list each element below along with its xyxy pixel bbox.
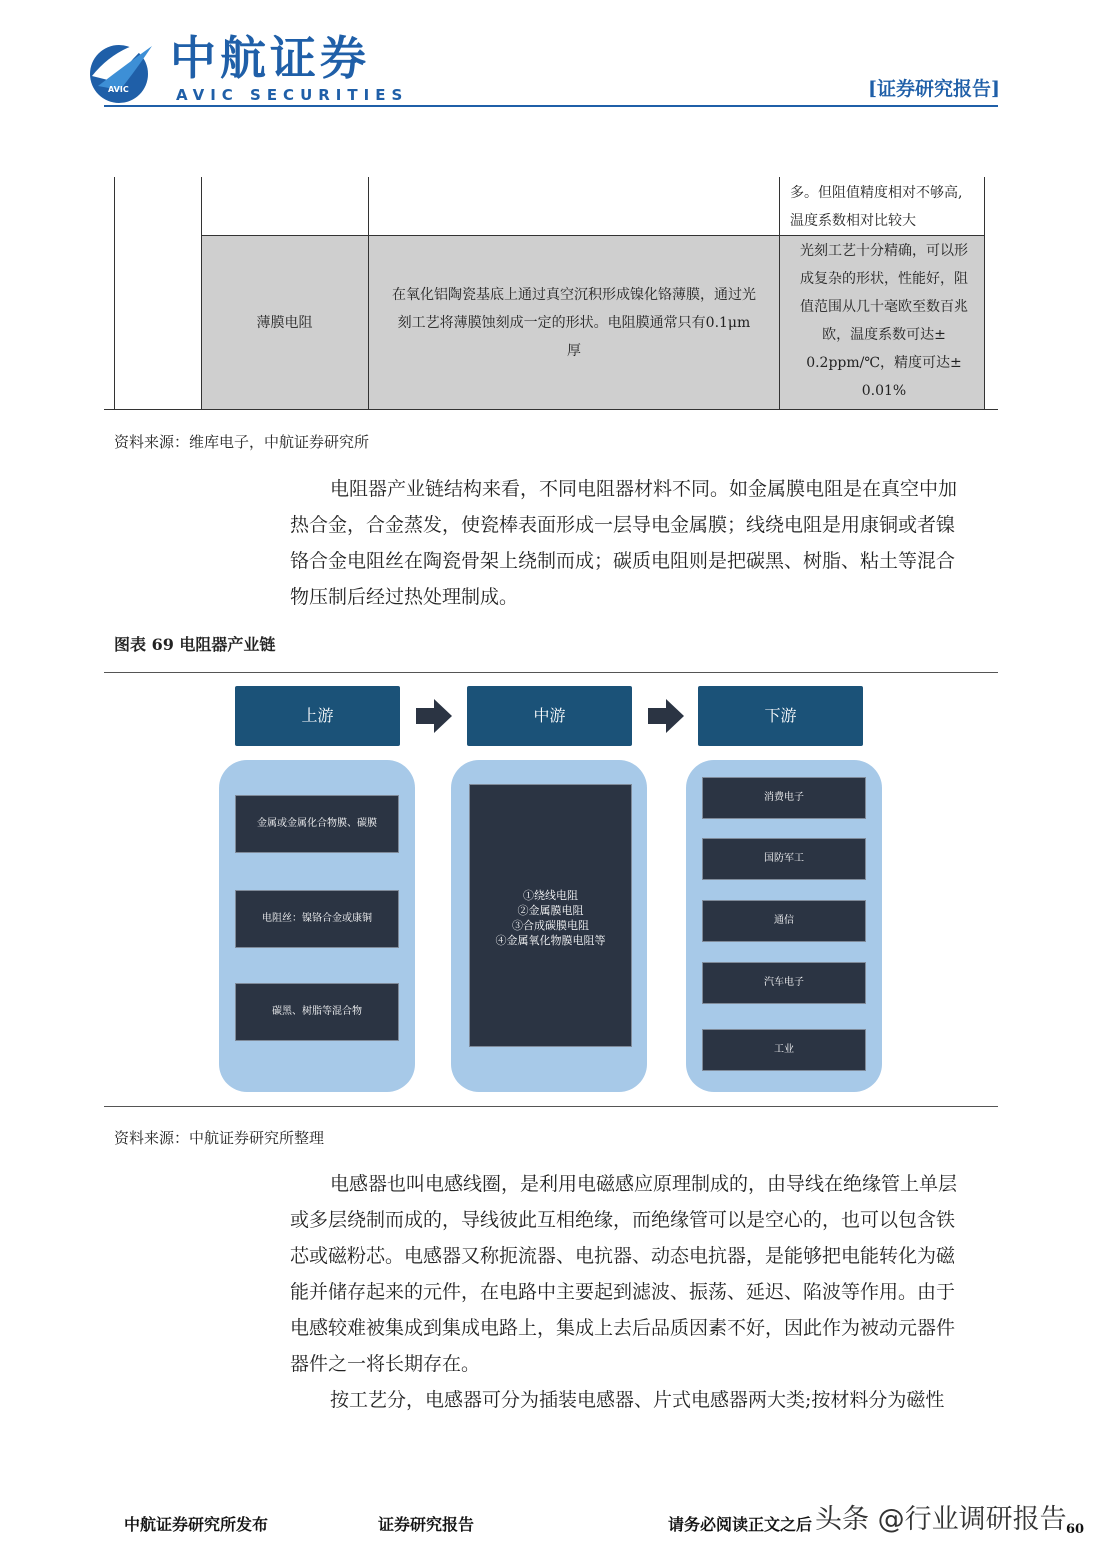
para-line: 或多层绕制而成的，导线彼此互相绝缘，而绝缘管可以是空心的，也可以包含铁 [290,1209,956,1231]
cell-line: 厚 [567,343,581,359]
logo-chinese: 中航证券 [170,31,370,85]
table-line [114,177,115,410]
downstream-item: 国防军工 [702,838,866,880]
table-cell-thin-film-name: 薄膜电阻 [256,315,313,331]
midstream-item: ③合成碳膜电阻 [512,919,589,932]
para-line: 电阻器产业链结构来看，不同电阻器材料不同。如金属膜电阻是在真空中加 [330,478,958,500]
table-bottom-line [104,409,998,410]
downstream-panel [686,760,882,1092]
header-midstream: 中游 [467,686,632,746]
para-line: 热合金，合金蒸发，使瓷棒表面形成一层导电金属膜；线绕电阻是用康铜或者镍 [290,514,956,536]
cell-line: 值范围从几十毫欧至数百兆 [800,299,968,315]
downstream-item: 汽车电子 [702,962,866,1004]
page-number: 60 [1066,1522,1085,1537]
midstream-item: ①绕线电阻 [523,889,578,902]
header-divider [104,105,998,107]
watermark: 头条 @行业调研报告 [815,1504,1067,1535]
para-line: 能并储存起来的元件，在电路中主要起到滤波、振荡、延迟、陷波等作用。由于 [290,1281,956,1303]
cell-line: 温度系数相对比较大 [790,213,916,229]
logo-badge: AVIC [108,85,129,94]
para-line: 铬合金电阻丝在陶瓷骨架上绕制而成；碳质电阻则是把碳黑、树脂、粘土等混合 [290,550,956,572]
table-line [201,177,202,410]
table-line [201,235,985,236]
table-line [368,177,369,410]
para-line: 按工艺分，电感器可分为插装电感器、片式电感器两大类;按材料分为磁性 [330,1389,945,1411]
figure-source: 资料来源：中航证券研究所整理 [114,1129,325,1147]
cell-line: 在氧化铝陶瓷基底上通过真空沉积形成镍化铬薄膜，通过光 [392,287,756,303]
para-line: 芯或磁粉芯。电感器又称扼流器、电抗器、动态电抗器，是能够把电能转化为磁 [290,1245,956,1267]
midstream-panel [451,760,647,1092]
table-cell-feature-prev [790,179,980,235]
arrow-right-icon [414,698,454,734]
downstream-item: 工业 [702,1029,866,1071]
footer-publisher: 中航证券研究所发布 [124,1515,269,1534]
table-line [779,177,780,410]
table-source: 资料来源：维库电子，中航证券研究所 [114,433,370,451]
table-cell-thin-film-feature [784,237,984,405]
cell-line: 0.01% [861,383,907,399]
upstream-item: 碳黑、树脂等混合物 [235,983,399,1041]
midstream-box [469,784,632,1047]
para-line: 器件之一将长期存在。 [290,1353,481,1375]
figure-top-rule [104,672,998,673]
header-upstream: 上游 [235,686,400,746]
header-downstream: 下游 [698,686,863,746]
arrow-right-icon [646,698,686,734]
downstream-item: 消费电子 [702,777,866,819]
upstream-item: 金属或金属化合物膜、碳膜 [235,795,399,853]
cell-line: 多。但阻值精度相对不够高, [790,185,963,201]
resistor-table [104,177,998,411]
figure-title: 图表 69 电阻器产业链 [114,635,276,654]
para-line: 电感较难被集成到集成电路上，集成上去后品质因素不好，因此作为被动元器件 [290,1317,956,1339]
midstream-item: ④金属氧化物膜电阻等 [495,934,606,947]
paragraph-inductor [290,1166,998,1418]
avic-logo-icon [86,36,156,106]
cell-line: 成复杂的形状，性能好，阻 [800,271,968,287]
paragraph-resistor-chain [290,471,998,615]
logo-english: AVIC SECURITIES [176,86,409,104]
para-line: 物压制后经过热处理制成。 [290,586,519,608]
midstream-list [470,888,631,948]
upstream-panel [219,760,415,1092]
cell-line: 刻工艺将薄膜蚀刻成一定的形状。电阻膜通常只有0.1μm [397,315,751,331]
cell-line: 0.2ppm/℃，精度可达± [806,355,962,371]
cell-line: 欧，温度系数可达± [822,327,946,343]
report-type: [证券研究报告] [868,78,1000,100]
para-line: 电感器也叫电感线圈，是利用电磁感应原理制成的，由导线在绝缘管上单层 [330,1173,958,1195]
downstream-item: 通信 [702,900,866,942]
footer-report: 证券研究报告 [378,1515,475,1534]
upstream-item: 电阻丝：镍铬合金或康铜 [235,890,399,948]
table-line [984,177,985,410]
midstream-item: ②金属膜电阻 [517,904,584,917]
table-cell-thin-film-desc [374,281,774,365]
cell-line: 光刻工艺十分精确，可以形 [800,243,968,259]
figure-bottom-rule [104,1106,998,1107]
footer-disclaimer: 请务必阅读正文之后 [668,1515,813,1534]
